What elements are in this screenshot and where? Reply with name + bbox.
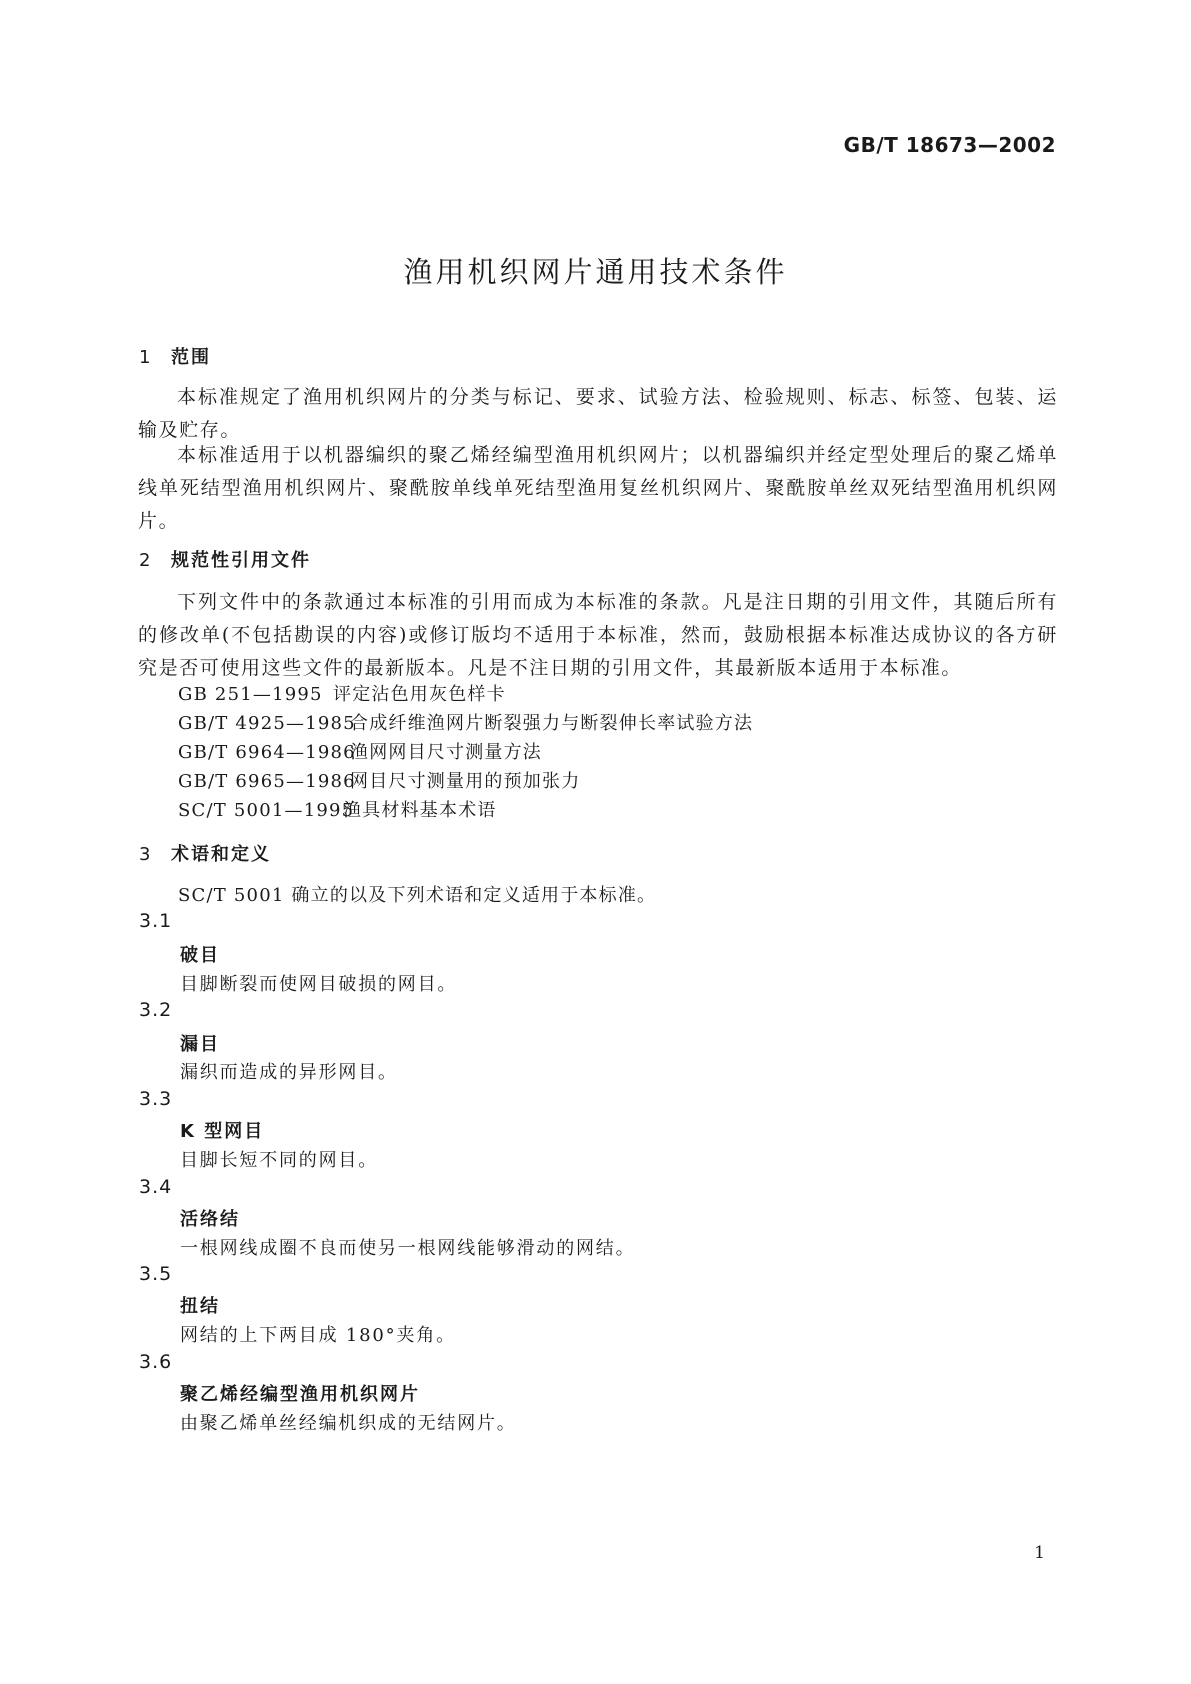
reference-item	[178, 796, 497, 822]
term-definition: 目脚断裂而使网目破损的网目。	[180, 974, 458, 995]
section-number: 2	[139, 550, 153, 571]
term-name: 漏目	[180, 1034, 220, 1055]
term-definition: 一根网线成圈不良而使另一根网线能够滑动的网结。	[180, 1238, 636, 1259]
term-name: 扭结	[180, 1296, 220, 1317]
reference-code: SC/T 5001—1995	[178, 800, 355, 821]
page-number: 1	[1034, 1543, 1045, 1563]
reference-item	[178, 738, 542, 764]
section-number: 3	[139, 844, 153, 865]
term-name: 破目	[180, 945, 220, 966]
term-name: K 型网目	[180, 1121, 265, 1142]
section-2-heading	[139, 546, 311, 572]
reference-item	[178, 767, 580, 793]
reference-item	[178, 680, 506, 706]
term-definition: 目脚长短不同的网目。	[180, 1150, 378, 1171]
section-title: 规范性引用文件	[171, 550, 311, 571]
term-definition: 漏织而造成的异形网目。	[180, 1062, 398, 1083]
term-definition: 网结的上下两目成 180°夹角。	[180, 1325, 456, 1346]
section-number: 1	[139, 347, 153, 368]
reference-title: 合成纤维渔网片断裂强力与断裂伸长率试验方法	[350, 713, 754, 734]
scope-paragraph-2: 本标准适用于以机器编织的聚乙烯经编型渔用机织网片；以机器编织并经定型处理后的聚乙烯单线单死结型渔用机织网片、聚酰胺单线单死结型渔用复丝机织网片、聚酰胺单丝双死结型渔用机织网片。	[138, 444, 1058, 532]
reference-title: 渔网网目尺寸测量方法	[350, 742, 542, 763]
reference-code: GB 251—1995	[178, 684, 323, 705]
terms-intro: SC/T 5001 确立的以及下列术语和定义适用于本标准。	[178, 885, 657, 906]
section-title: 范围	[171, 347, 211, 368]
document-title: 渔用机织网片通用技术条件	[403, 255, 788, 289]
reference-title: 评定沾色用灰色样卡	[333, 684, 506, 705]
reference-title: 网目尺寸测量用的预加张力	[350, 771, 581, 792]
scope-paragraph-1: 本标准规定了渔用机织网片的分类与标记、要求、试验方法、检验规则、标志、标签、包装、运输及贮存。	[138, 386, 1058, 441]
term-number: 3.3	[139, 1088, 173, 1110]
reference-code: GB/T 6964—1986	[178, 742, 356, 763]
term-number: 3.1	[139, 910, 173, 932]
reference-code: GB/T 6965—1986	[178, 771, 356, 792]
term-name: 活络结	[180, 1209, 240, 1230]
section-3-heading	[139, 840, 271, 866]
reference-item	[178, 709, 753, 735]
term-number: 3.5	[139, 1263, 173, 1285]
reference-code: GB/T 4925—1985	[178, 713, 356, 734]
reference-title: 渔具材料基本术语	[343, 800, 497, 821]
standard-code: GB/T 18673—2002	[843, 133, 1056, 157]
term-definition: 由聚乙烯单丝经编机织成的无结网片。	[180, 1413, 517, 1434]
term-number: 3.4	[139, 1176, 173, 1198]
normative-intro: 下列文件中的条款通过本标准的引用而成为本标准的条款。凡是注日期的引用文件，其随后所有的修改单(不包括勘误的内容)或修订版均不适用于本标准，然而，鼓励根据本标准达成协议的各方研究是否可使用这些文件的最新版本。凡是不注日期的引用文件，其最新版本适用于本标准。	[138, 591, 1058, 679]
section-1-heading	[139, 343, 211, 369]
term-number: 3.2	[139, 999, 173, 1021]
term-name: 聚乙烯经编型渔用机织网片	[180, 1384, 420, 1405]
term-number: 3.6	[139, 1351, 173, 1373]
section-title: 术语和定义	[171, 844, 271, 865]
